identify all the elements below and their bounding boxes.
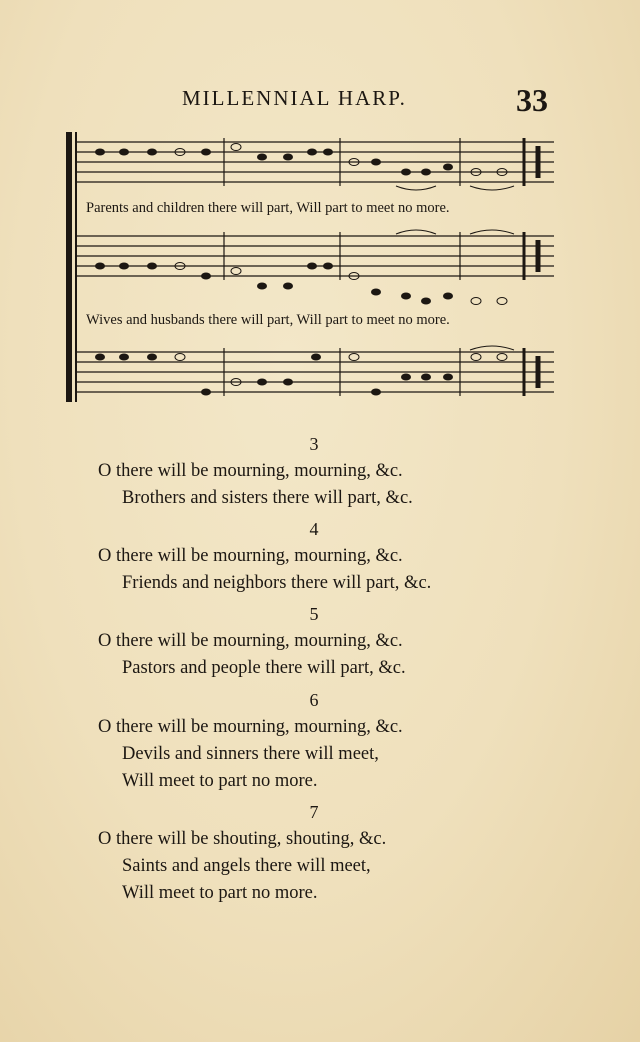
verse-line: Will meet to part no more. [122, 771, 318, 791]
verse-line: O there will be mourning, mourning, &c. [98, 546, 403, 566]
staff-3 [76, 348, 556, 398]
running-title: MILLENNIAL HARP. [182, 86, 407, 110]
lyrics-line-1: Parents and children there will part, Will part to meet no more. [86, 200, 450, 216]
verse-line: O there will be mourning, mourning, &c. [98, 631, 403, 651]
verse-line: Devils and sinners there will meet, [122, 744, 379, 764]
verse-line: O there will be mourning, mourning, &c. [98, 717, 403, 737]
stanza-number: 4 [309, 519, 319, 539]
page-number: 33 [516, 82, 548, 118]
staff-1 [76, 138, 556, 188]
staff-2 [76, 232, 556, 312]
verse-line: Will meet to part no more. [122, 883, 318, 903]
system-bracket [66, 132, 72, 402]
verse-line: Saints and angels there will meet, [122, 856, 371, 876]
verse-line: O there will be mourning, mourning, &c. [98, 461, 403, 481]
stanza-number: 3 [309, 434, 319, 454]
verse-line: Pastors and people there will part, &c. [122, 658, 406, 678]
verse-line: Brothers and sisters there will part, &c. [122, 488, 413, 508]
stanza-number: 5 [309, 604, 319, 624]
lyrics-line-2: Wives and husbands there will part, Will part to meet no more. [86, 312, 450, 328]
verse-line: Friends and neighbors there will part, &c. [122, 573, 432, 593]
verse-line: O there will be shouting, shouting, &c. [98, 829, 387, 849]
stanza-number: 6 [309, 690, 319, 710]
stanza-number: 7 [309, 802, 319, 822]
